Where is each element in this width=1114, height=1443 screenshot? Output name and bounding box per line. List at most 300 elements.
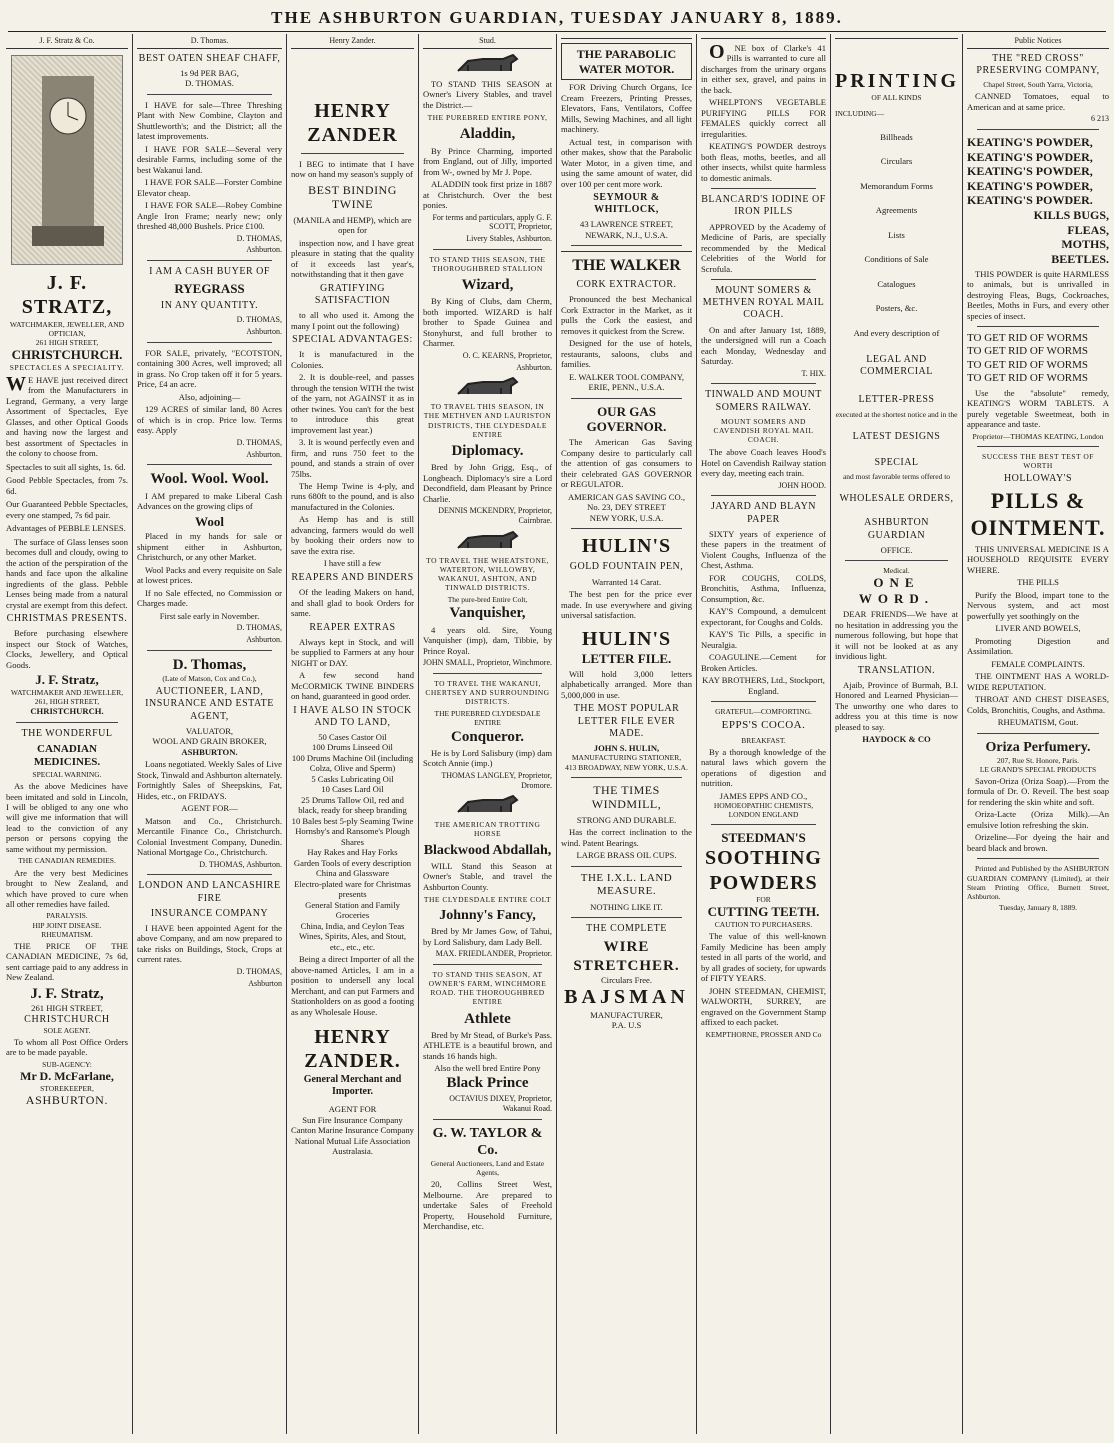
- stud-para: ALADDIN took first prize in 1887 at Christchurch. Over the best ponies.: [423, 179, 552, 211]
- stock-item: 10 Bales best 5-ply Seaming Twine: [291, 815, 414, 826]
- zander-agency: Australasia.: [332, 1146, 373, 1157]
- zander-heading: REAPER EXTRAS: [309, 621, 396, 633]
- stratz-agent: SOLE AGENT.: [43, 1025, 91, 1035]
- stratz-para: The surface of Glass lenses soon becomes dull and cloudy, owing to the action of the perspiration of the hands and face upon the alkaline ingredients of the glass. Pebble Lenses being made from a natural crystal are exempt from this defect.: [6, 536, 128, 610]
- zander-para: to all who used it. Among the many I point out the following): [291, 310, 414, 331]
- zander-agency: Sun Fire Insurance Company: [302, 1114, 403, 1125]
- zander-para: A few second hand McCORMICK TWINE BINDERS on hand, guaranteed in good order.: [291, 670, 414, 702]
- worms-heading: TO GET RID OF WORMS: [967, 332, 1089, 345]
- printing-item: Conditions of Sale: [864, 254, 929, 265]
- clarke-para: ONE box of Clarke's 41 Pills is warranted to cure all discharges from the urinary organs in either sex, gravel, and pains in the back.: [701, 41, 826, 95]
- zander-para: (MANILA and HEMP), which are open for: [293, 214, 412, 236]
- worms-heading: TO GET RID OF WORMS: [967, 358, 1089, 371]
- printing-item: Circulars: [880, 156, 913, 167]
- divider: [433, 249, 542, 250]
- hulin-firm: JOHN S. HULIN,: [593, 742, 660, 753]
- steedman-title: SOOTHING: [705, 847, 822, 870]
- walker-town: ERIE, PENN., U.S.A.: [588, 382, 665, 393]
- thomas-trade: VALUATOR,: [185, 725, 234, 736]
- blancard-title: BLANCARD'S IODINE OF IRON PILLS: [701, 194, 826, 218]
- hulin-heading: THE MOST POPULAR LETTER FILE EVER MADE.: [573, 703, 680, 739]
- hulin-trade: MANUFACTURING STATIONER,: [571, 753, 682, 763]
- gas-town: NEW YORK, U.S.A.: [589, 512, 664, 523]
- thomas-para: Wool Packs and every requisite on Sale at lowest prices.: [137, 564, 282, 586]
- stud-horse-name: Athlete: [464, 1010, 511, 1027]
- stud-signature: Ashburton.: [516, 362, 552, 372]
- stratz-address: 261 HIGH STREET,: [31, 1003, 103, 1014]
- stratz-para: To whom all Post Office Orders are to be made payable.: [6, 1036, 128, 1058]
- zander-title: HENRY ZANDER.: [304, 1026, 401, 1073]
- stratz-address: 261 HIGH STREET,: [35, 337, 99, 347]
- stud-para: By King of Clubs, dam Cherm, both imported. WIZARD is half brother to Spade Guinea and Stonyhurst, and full brother to Charmer.: [423, 296, 552, 349]
- canadian-subhead: SPECIAL WARNING.: [32, 769, 102, 779]
- divider: [571, 398, 682, 399]
- keating-kills: MOTHS,: [1061, 237, 1109, 252]
- worms-para: Use the "absolute" remedy, KEATING'S WORM TABLETS. A purely vegetable Sweetmeat, both in appearance and taste.: [967, 387, 1109, 430]
- stud-signature: Livery Stables, Ashburton.: [466, 234, 552, 244]
- thomas-town: ASHBURTON.: [181, 746, 238, 757]
- divider: [977, 446, 1099, 447]
- ryegrass-heading: RYEGRASS: [174, 281, 245, 297]
- stratz-town: CHRISTCHURCH: [24, 1013, 110, 1025]
- divider: [571, 866, 682, 867]
- insurance-heading: LONDON AND LANCASHIRE FIRE: [138, 880, 281, 904]
- taylor-para: 20, Collins Street West, Melbourne. Are prepared to undertake Sales of Freehold Property, Household Furniture, Merchandise, etc.: [423, 1179, 552, 1231]
- walker-firm: E. WALKER TOOL COMPANY,: [569, 371, 684, 382]
- steedman-title: FOR: [756, 895, 771, 905]
- divider: [571, 777, 682, 778]
- hulin-para: The best pen for the price ever made. In use everywhere and giving universal satisfaction.: [561, 589, 692, 621]
- thomas-para: I HAVE for sale—Three Threshing Plant with New Combine, Clayton and Shuttleworth's; and the District; all the latest improvements.: [137, 99, 282, 142]
- canadian-subhead: PARALYSIS.: [46, 911, 88, 921]
- paper-para: SIXTY years of experience of these papers in the treatment of Violent Coughs, Influenza of the Chest, Asthma.: [701, 528, 826, 571]
- zander-list-item: 3. It is wound perfectly even and firm, and runs 750 feet to the pound, and stands a strain of over 75lbs.: [291, 437, 414, 479]
- zander-para: Being a direct Importer of all the above-named Articles, I am in a position to undersell any local Merchant, and can put Farmers and Stationholders on as good a footing as any Wholesale House.: [291, 954, 414, 1017]
- stratz-trade: WATCHMAKER, JEWELLER, AND OPTICIAN,: [9, 319, 125, 338]
- kay-firm: KAY BROTHERS, Ltd., Stockport, England.: [702, 675, 825, 696]
- canadian-subhead: THE CANADIAN REMEDIES.: [18, 856, 116, 866]
- epps-firm: JAMES EPPS AND CO.,: [719, 790, 808, 801]
- printing-heading: SPECIAL: [874, 456, 919, 468]
- redcross-para: CANNED Tomatoes, equal to American and at same price.: [967, 91, 1109, 112]
- thomas-para: I HAVE been appointed Agent for the above Company, and am now prepared to take risks on Buildings, Stock, Crops at current rates.: [137, 922, 282, 965]
- zander-para: Of the leading Makers on hand, and shall glad to book Orders for same.: [291, 587, 414, 619]
- stock-item: Electro-plated ware for Christmas presents: [294, 878, 411, 900]
- divider: [845, 560, 948, 561]
- keating-heading: KEATING'S POWDER,: [967, 178, 1093, 193]
- hulin-title: HULIN'S: [581, 627, 672, 650]
- divider: [147, 874, 272, 875]
- stud-horse-name: Johnny's Fancy,: [439, 908, 536, 924]
- column-head: Henry Zander.: [291, 34, 414, 49]
- printing-item: Agreements: [875, 205, 918, 216]
- hulin-title: LETTER FILE.: [581, 651, 672, 666]
- coach-para: On and after January 1st, 1889, the undersigned will run a Coach each Monday, Wednesday and Saturday.: [701, 324, 826, 367]
- horse-icon: [423, 376, 552, 398]
- coach-title: MOUNT SOMERS & METHVEN ROYAL MAIL COACH.: [702, 285, 825, 321]
- printing-heading: ASHBURTON GUARDIAN: [864, 517, 929, 541]
- walker-title: THE WALKER: [561, 251, 692, 276]
- motor-title: THE PARABOLIC WATER MOTOR.: [561, 43, 692, 80]
- keating-kills: KILLS BUGS,: [1033, 208, 1109, 223]
- stud-para: Bred by Mr James Gow, of Tahui, by Lord Salisbury, dam Lady Bell.: [423, 926, 552, 947]
- holloway-subhead: LIVER AND BOWELS,: [995, 623, 1081, 634]
- bajsman-address: P.A. U.S: [611, 1020, 642, 1031]
- stock-item: 10 Cases Lard Oil: [321, 784, 384, 795]
- stud-signature: O. C. KEARNS, Proprietor,: [462, 350, 552, 360]
- column-thomas: [133, 34, 286, 1434]
- insurance-heading: INSURANCE COMPANY: [150, 907, 269, 919]
- kay-para: COAGULINE.—Cement for Broken Articles.: [701, 652, 826, 673]
- column-head: Public Notices: [967, 34, 1109, 49]
- stock-item: General Station and Family Groceries: [305, 899, 400, 921]
- hulin-para: Will hold 3,000 letters alphabetically arranged. More than 5,000,000 in use.: [561, 668, 692, 700]
- hulin-address: 413 BROADWAY, NEW YORK, U.S.A.: [565, 762, 688, 772]
- divider: [711, 383, 816, 384]
- stud-subhead: TO STAND THIS SEASON, AT OWNER'S FARM, WINCHMORE ROAD. THE THOROUGHBRED ENTIRE: [428, 970, 547, 1007]
- stud-signature: For terms and particulars, apply G. F. SCOTT, Proprietor,: [432, 212, 552, 232]
- stratz-firm-name: J. F. Stratz,: [35, 672, 99, 688]
- column-medicines: [697, 34, 830, 1434]
- stratz-town: CHRISTCHURCH.: [11, 346, 123, 362]
- oriza-address: 207, Rue St. Honore, Paris.: [996, 755, 1080, 765]
- railway-title: TINWALD AND MOUNT SOMERS RAILWAY.: [705, 389, 822, 413]
- horse-icon: [423, 53, 552, 75]
- divider: [433, 964, 542, 965]
- holloway-para: THE OINTMENT HAS A WORLD-WIDE REPUTATION.: [967, 671, 1109, 692]
- zander-list-item: 2. It is double-reel, and passes through the tension WITH the twist of the yarn, not AGAINST it as in other twines. You can't for the best to introduce this great improvement last year.): [291, 372, 414, 435]
- keating-kills: BEETLES.: [1051, 251, 1109, 266]
- steedman-title: STEEDMAN'S: [721, 830, 806, 846]
- walker-para: Pronounced the best Mechanical Cork Extractor in the Market, as it pulls the Cork the easiest, and removes it quickest from the Screw.: [561, 294, 692, 336]
- hulin-title: HULIN'S: [581, 535, 672, 558]
- stratz-para: Good Pebble Spectacles, from 7s. 6d.: [6, 475, 128, 496]
- thomas-signature: Ashburton: [248, 978, 282, 988]
- printing-item: Lists: [888, 229, 905, 240]
- stud-subhead: THE PUREBRED CLYDESDALE ENTIRE: [434, 709, 541, 728]
- taylor-trade: General Auctioneers, Land and Estate Agents,: [430, 1158, 545, 1177]
- oriza-para: Oriza-Lacte (Oriza Milk).—An emulsive lotion refreshing the skin.: [967, 809, 1109, 830]
- mcfarlane-town: ASHBURTON.: [25, 1092, 109, 1107]
- stock-item: Wines, Spirits, Ales, and Stout,: [298, 931, 407, 942]
- divider: [571, 528, 682, 529]
- stock-item: Hay Rakes and Hay Forks: [307, 847, 398, 858]
- thomas-signature: D. THOMAS,: [236, 233, 282, 243]
- windmill-title: THE TIMES WINDMILL,: [591, 782, 662, 812]
- divider: [301, 153, 404, 154]
- divider: [977, 129, 1099, 130]
- divider: [711, 279, 816, 280]
- epps-town: LONDON ENGLAND: [728, 810, 799, 820]
- stud-subhead: The pure-bred Entire Colt,: [447, 595, 528, 605]
- stock-item: Garden Tools of every description: [293, 857, 412, 868]
- thomas-para: 129 ACRES of similar land, 80 Acres of which is in crop. Price low. Terms easy. Apply: [137, 404, 282, 436]
- masthead: [0, 0, 1114, 32]
- steedman-title: CUTTING TEETH.: [707, 904, 820, 920]
- motor-para: FOR Driving Church Organs, Ice Cream Freezers, Printing Presses, Elevators, Fans, Ventilators, Coffee Mills, Sewing Machines, and all light machinery.: [561, 82, 692, 135]
- bajsman-trade: MANUFACTURER,: [590, 1009, 663, 1020]
- twine-heading: BEST BINDING TWINE: [308, 182, 397, 212]
- holloway-name: HOLLOWAY'S: [1003, 473, 1073, 485]
- stratz-heading: CHRISTMAS PRESENTS.: [6, 613, 128, 625]
- imprint-date: Tuesday, January 8, 1889.: [999, 902, 1077, 912]
- keating-proprietor: Proprietor—THOMAS KEATING, London: [972, 431, 1104, 441]
- zander-para: inspection now, and I have great pleasure in stating that the quality of it exceeds last year's, notwithstanding that it then gave: [291, 237, 414, 280]
- thomas-trade: AUCTIONEER, LAND, INSURANCE AND ESTATE AGENT,: [145, 686, 274, 722]
- stock-item: 50 Cases Castor Oil: [318, 731, 387, 742]
- horse-icon: [423, 794, 552, 816]
- keating-kills: FLEAS,: [1067, 222, 1109, 237]
- stud-para: Bred by Mr Stead, of Burke's Pass. ATHLETE is a beautiful brown, and stands 16 hands high.: [423, 1029, 552, 1061]
- stud-horse-name: Aladdin,: [459, 126, 516, 143]
- printing-including: INCLUDING—: [835, 108, 885, 118]
- motor-address: 43 LAWRENCE STREET,: [580, 219, 673, 230]
- wool-heading: Wool. Wool. Wool.: [150, 471, 269, 488]
- motor-firm: SEYMOUR & WHITLOCK,: [593, 192, 660, 216]
- stretcher-title: THE COMPLETE: [586, 923, 667, 935]
- stratz-trade: WATCHMAKER AND JEWELLER,: [10, 688, 124, 698]
- divider: [147, 464, 272, 465]
- stratz-para: Spectacles to suit all sights, 1s. 6d.: [6, 461, 126, 472]
- bajsman-name: BAJSMAN: [564, 986, 689, 1009]
- walker-para: Designed for the use of hotels, restaurants, saloons, clubs and families.: [561, 338, 692, 370]
- stratz-address: 261, HIGH STREET,: [34, 697, 100, 707]
- holloway-para: THROAT AND CHEST DISEASES, Colds, Bronchitis, Coughs, and Asthma.: [967, 694, 1109, 715]
- kay-para: KAY'S Compound, a demulcent expectorant, for Coughs and Colds.: [701, 606, 826, 627]
- column-stratz: [2, 34, 132, 1434]
- divider: [147, 260, 272, 261]
- stud-horse-name: Blackwood Abdallah,: [423, 842, 552, 858]
- subagency: SUB-AGENCY:: [42, 1059, 92, 1069]
- worms-heading: TO GET RID OF WORMS: [967, 372, 1089, 385]
- holloway-subhead: RHEUMATISM, Gout.: [997, 717, 1079, 728]
- stratz-para: WE HAVE just received direct from the Manufacturers in Legrand, Germany, a very large Assortment of Spectacles, Eye Glasses, and other Optical Goods and having now the largest and best assortment of Spectacles in the colony to choose from.: [6, 372, 128, 459]
- zander-agent-heading: AGENT FOR: [328, 1104, 377, 1115]
- thomas-para: If no Sale effected, no Commission or Charges made.: [137, 587, 282, 609]
- stud-signature: JOHN SMALL, Proprietor, Winchmore.: [423, 658, 552, 668]
- worms-heading: TO GET RID OF WORMS: [967, 345, 1089, 358]
- stud-subhead: TO TRAVEL THIS SEASON, IN THE METHVEN AND LAURISTON DISTRICTS, THE CLYDESDALE ENTIRE: [423, 402, 552, 439]
- clock-engraving-icon: [12, 56, 124, 266]
- divider: [977, 858, 1099, 859]
- divider: [711, 701, 816, 702]
- epps-trade: HOMOEOPATHIC CHEMISTS,: [713, 801, 814, 811]
- gas-title: OUR GAS GOVERNOR.: [586, 403, 667, 435]
- holloway-subhead: THE PILLS: [1017, 577, 1059, 588]
- stretcher-title: WIRE STRETCHER.: [573, 939, 680, 974]
- zander-agency: Canton Marine Insurance Company: [291, 1125, 414, 1136]
- printing-para: and most favorable terms offered to: [842, 472, 951, 482]
- gas-firm: AMERICAN GAS SAVING CO.,: [567, 491, 686, 502]
- zander-para: I have still a few: [323, 558, 382, 569]
- column-head: [835, 34, 958, 39]
- chaff-signature: D. THOMAS.: [185, 78, 234, 89]
- keating-para: THIS POWDER is quite HARMLESS to animals, but is unrivalled in destroying Fleas, Bugs, Cockroaches, Beetles, Moths in Furs, and every other species of insect.: [967, 268, 1109, 321]
- keating-heading: KEATING'S POWDER.: [967, 193, 1093, 208]
- translation-heading: TRANSLATION.: [857, 664, 936, 676]
- printing-item: Memorandum Forms: [860, 180, 933, 191]
- kay-para: FOR COUGHS, COLDS, Bronchitis, Asthma, Influenza, Consumption, &c.: [701, 572, 826, 604]
- stud-subhead: TO TRAVEL THE WAKANUI, CHERTSEY AND SURROUNDING DISTRICTS.: [425, 678, 550, 707]
- printing-item: Posters, &c.: [875, 303, 918, 314]
- stock-item: 100 Drums Linseed Oil: [312, 742, 393, 753]
- stud-signature: DENNIS MCKENDRY, Proprietor, Cairnbrae.: [438, 506, 552, 525]
- thomas-signature: Ashburton.: [246, 449, 282, 459]
- printing-heading: LETTER-PRESS: [858, 394, 935, 406]
- keating-heading: KEATING'S POWDER,: [967, 149, 1093, 164]
- keating-para: KEATING'S POWDER destroys both fleas, moths, beetles, and all other insects, whilst quite harmless to domestic animals.: [701, 141, 826, 183]
- column-head: J. F. Stratz & Co.: [6, 34, 128, 49]
- ryegrass-heading: IN ANY QUANTITY.: [160, 300, 259, 312]
- masthead-title: THE ASHBURTON GUARDIAN, TUESDAY JANUARY 8, 1889.: [271, 8, 843, 27]
- column-head: [561, 34, 692, 39]
- holloway-tagline: SUCCESS THE BEST TEST OF WORTH: [982, 451, 1094, 470]
- redcross-title: THE "RED CROSS" PRESERVING COMPANY,: [976, 52, 1100, 76]
- paper-title: JAYARD AND BLAYN PAPER: [710, 501, 817, 525]
- railway-subtitle: MOUNT SOMERS AND CAVENDISH ROYAL MAIL COACH.: [713, 416, 814, 444]
- printing-subtitle: OF ALL KINDS: [871, 93, 922, 103]
- mcfarlane-trade: STOREKEEPER,: [40, 1083, 94, 1093]
- stud-para: Bred by John Grigg, Esq., of Longbeach. Diplomacy's sire a Lord Decondfield, dam Pleasant by Prince Charlie.: [423, 462, 552, 504]
- motor-para: Actual test, in comparison with other makes, show that the Parabolic Water Motor, in a given time, and using the same amount of water, did over 100 per cent more work.: [561, 136, 692, 189]
- imprint: Printed and Published by the ASHBURTON GUARDIAN COMPANY (Limited), at their Steam Printing Office, Burnett Street, Ashburton.: [967, 864, 1109, 901]
- printing-heading: LEGAL AND COMMERCIAL: [860, 354, 933, 378]
- thomas-signature: D. THOMAS,: [236, 966, 282, 976]
- oriza-subtitle: LE GRAND'S SPECIAL PRODUCTS: [979, 764, 1097, 774]
- column-head: D. Thomas.: [137, 34, 282, 49]
- column-public-notices: [963, 34, 1113, 1434]
- stud-horse-name: Diplomacy.: [451, 442, 524, 459]
- divider: [977, 733, 1099, 734]
- epps-title: EPPS'S COCOA.: [721, 719, 806, 732]
- divider: [977, 326, 1099, 327]
- stud-signature: OCTAVIUS DIXEY, Proprietor, Wakanui Road.: [449, 1094, 552, 1113]
- column-head: Stud.: [423, 34, 552, 49]
- zander-heading: I HAVE ALSO IN STOCK AND TO LAND,: [293, 704, 412, 728]
- zander-para: As Hemp has and is still advancing, farmers would do well by booking their orders now to save the extra rise.: [291, 514, 414, 556]
- thomas-para: Placed in my hands for sale or shipment either in Ashburton, Christchurch, or any other Market.: [137, 531, 282, 563]
- canadian-subhead: HIP JOINT DISEASE.: [32, 920, 102, 930]
- divider: [433, 1119, 542, 1120]
- stratz-para: Before purchasing elsewhere inspect our Stock of Watches, Clocks, Jewellery, and Optical Goods.: [6, 628, 128, 670]
- redcross-ref: 6 213: [1091, 114, 1109, 124]
- printing-item: Catalogues: [877, 278, 916, 289]
- canadian-heading: THE WONDERFUL: [21, 727, 113, 739]
- printing-heading: WHOLESALE ORDERS,: [839, 493, 954, 505]
- epps-title: BREAKFAST.: [741, 735, 786, 745]
- divider: [711, 824, 816, 825]
- divider: [147, 650, 272, 651]
- thomas-trade: WOOL AND GRAIN BROKER,: [152, 736, 267, 747]
- divider: [16, 722, 118, 723]
- stock-item: China and Glassware: [315, 868, 390, 879]
- stock-item: Hornsby's and Ransome's Plough Shares: [295, 826, 410, 847]
- blancard-para: APPROVED by the Academy of Medicine of Paris, are specially recommended by the Medical Celebrities of the World for Scrofula.: [701, 221, 826, 274]
- railway-para: The above Coach leaves Hood's Hotel on Cavendish Railway station every day, meeting each train.: [701, 447, 826, 479]
- thomas-para: First sale early in November.: [159, 610, 260, 621]
- haydock-signature: HAYDOCK & CO: [862, 734, 931, 745]
- gas-address: No. 23, DEY STREET: [587, 502, 666, 513]
- epps-title: GRATEFUL—COMFORTING.: [715, 706, 812, 716]
- oriza-para: Orizeline—For dyeing the hair and beard black and brown.: [967, 832, 1109, 853]
- redcross-address: Chapel Street, South Yarra, Victoria,: [983, 80, 1093, 90]
- kay-para: KAY'S Tic Pills, a specific in Neuralgia.: [701, 629, 826, 650]
- windmill-para: LARGE BRASS OIL CUPS.: [576, 850, 677, 861]
- motor-town: NEWARK, N.J., U.S.A.: [585, 229, 668, 240]
- zander-heading: SPECIAL ADVANTAGES:: [292, 334, 413, 345]
- canadian-subhead: RHEUMATISM.: [41, 929, 93, 939]
- zander-para: Always kept in Stock, and will be supplied to Farmers at any hour NIGHT or DAY.: [291, 636, 414, 668]
- keating-heading: KEATING'S POWDER,: [967, 164, 1093, 179]
- zander-heading: GRATIFYING SATISFACTION: [314, 282, 391, 306]
- stud-subhead: TO TRAVEL THE WHEATSTONE, WATERTON, WILLOWBY, WAKANUI, ASHTON, AND TINWALD DISTRICTS.: [426, 555, 549, 593]
- stud-para: WILL Stand this Season at Owner's Stable, and travel the Ashburton County.: [423, 860, 552, 892]
- stratz-para: Our Guaranteed Pebble Spectacles, every one stamped, 7s 6d pair.: [6, 499, 128, 520]
- printing-para: executed at the shortest notice and in the: [835, 409, 958, 419]
- stratz-subhead: SPECTACLES A SPECIALITY.: [9, 362, 125, 372]
- stratz-town: CHRISTCHURCH.: [30, 706, 104, 717]
- stock-item: 100 Drums Machine Oil (including Colza, Olive and Sperm): [291, 752, 414, 774]
- column-stud: [419, 34, 556, 1434]
- chaff-heading: BEST OATEN SHEAF CHAFF,: [138, 52, 281, 64]
- holloway-para: Purify the Blood, impart tone to the Nervous system, and act most powerfully yet soothingly on the: [967, 589, 1109, 621]
- stud-subhead: THE AMERICAN TROTTING HORSE: [434, 820, 541, 839]
- stud-signature: MAX. FRIEDLANDER, Proprietor.: [435, 949, 552, 959]
- chaff-price: 1s 9d PER BAG,: [180, 67, 239, 78]
- translation-para: Ajaib, Province of Burmah, B.I. Honored and Learned Physician—The unworthy one who dares to address you at this time is now pleased to say.: [835, 679, 958, 732]
- thomas-para: Matson and Co., Christchurch. Mercantile Finance Co., Christchurch. Colonial Investment Company, Dunedin. National Mortgage Co., Christchurch.: [137, 815, 282, 858]
- gas-para: The American Gas Saving Company desire to particularly call the attention of gas consumers to their celebrated GAS GOVERNOR or REGULATOR.: [561, 437, 692, 490]
- holloway-para: Promoting Digestion and Assimilation.: [967, 635, 1109, 657]
- zander-list-item: It is manufactured in the Colonies.: [291, 349, 414, 370]
- stud-horse-name: Wizard,: [461, 277, 514, 294]
- divider: [571, 917, 682, 918]
- stud-subhead: THE PUREBRED ENTIRE PONY,: [427, 113, 548, 123]
- hulin-para: Warranted 14 Carat.: [591, 576, 662, 587]
- stud-para: He is by Lord Salisbury (imp) dam Scotch Annie (imp.): [423, 747, 552, 769]
- windmill-subtitle: STRONG AND DURABLE.: [576, 814, 677, 825]
- ixl-para: NOTHING LIKE IT.: [590, 901, 663, 912]
- stock-item: China, India, and Ceylon Teas: [300, 920, 405, 931]
- stock-item: 5 Casks Lubricating Oil: [311, 773, 394, 784]
- thomas-signature: D. THOMAS,: [236, 623, 282, 633]
- canadian-para: As the above Medicines have been imitated and sold in Lincoln, I will be obliged to any one who will give me information that will lead to the conviction of any person or persons copying the same without my permission.: [6, 781, 128, 854]
- column-printing: [831, 34, 962, 1434]
- ixl-title: THE I.X.L. LAND MEASURE.: [580, 871, 673, 898]
- whelpton-para: WHELPTON'S VEGETABLE PURIFYING PILLS FOR FEMALES quickly correct all irregularities.: [701, 97, 826, 139]
- oriza-title: Oriza Perfumery.: [985, 739, 1091, 755]
- zander-para: The Hemp Twine is 4-ply, and runs 680ft to the pound, and is also manufactured in the Colonies.: [291, 481, 414, 512]
- medical-heading: Medical.: [883, 566, 910, 576]
- oriza-para: Savon-Oriza (Oriza Soap).—From the formula of Dr. O. Reveil. The best soap for rendering the skin white and soft.: [967, 775, 1109, 807]
- stock-item: 25 Drums Tallow Oil, red and black, ready for sheep branding: [298, 794, 407, 816]
- stud-para: Also the well bred Entire Pony: [434, 1063, 541, 1074]
- oneword-title: ONE WORD.: [858, 575, 935, 607]
- zander-title: HENRY ZANDER: [307, 99, 398, 147]
- stud-horse-name: Black Prince: [446, 1074, 529, 1091]
- thomas-para: I HAVE FOR SALE—Several very desirable Farms, including some of the best Wakanui land.: [137, 143, 282, 175]
- stud-subhead: THE CLYDESDALE ENTIRE COLT: [423, 895, 552, 905]
- steedman-para: The value of this well-known Family Medicine has been amply tested in all parts of the world, and by all grades of society, for upwards of FIFTY YEARS.: [701, 931, 826, 984]
- railway-signature: JOHN HOOD.: [778, 480, 826, 490]
- thomas-para: Loans negotiated. Weekly Sales of Live Stock, Tinwald and Ashburton alternately. Fortnightly Sales of Sheepskins, Fat, Hides, etc., on FRIDAYS.: [137, 759, 282, 801]
- ryegrass-heading: I AM A CASH BUYER OF: [149, 266, 270, 278]
- printing-heading: OFFICE.: [880, 544, 913, 555]
- printing-item: Billheads: [880, 131, 913, 142]
- canadian-heading: CANADIAN MEDICINES.: [33, 743, 101, 769]
- stud-signature: THOMAS LANGLEY, Proprietor, Dromore.: [441, 770, 552, 790]
- thomas-former-firm: (Late of Matson, Cox and Co.),: [162, 674, 257, 684]
